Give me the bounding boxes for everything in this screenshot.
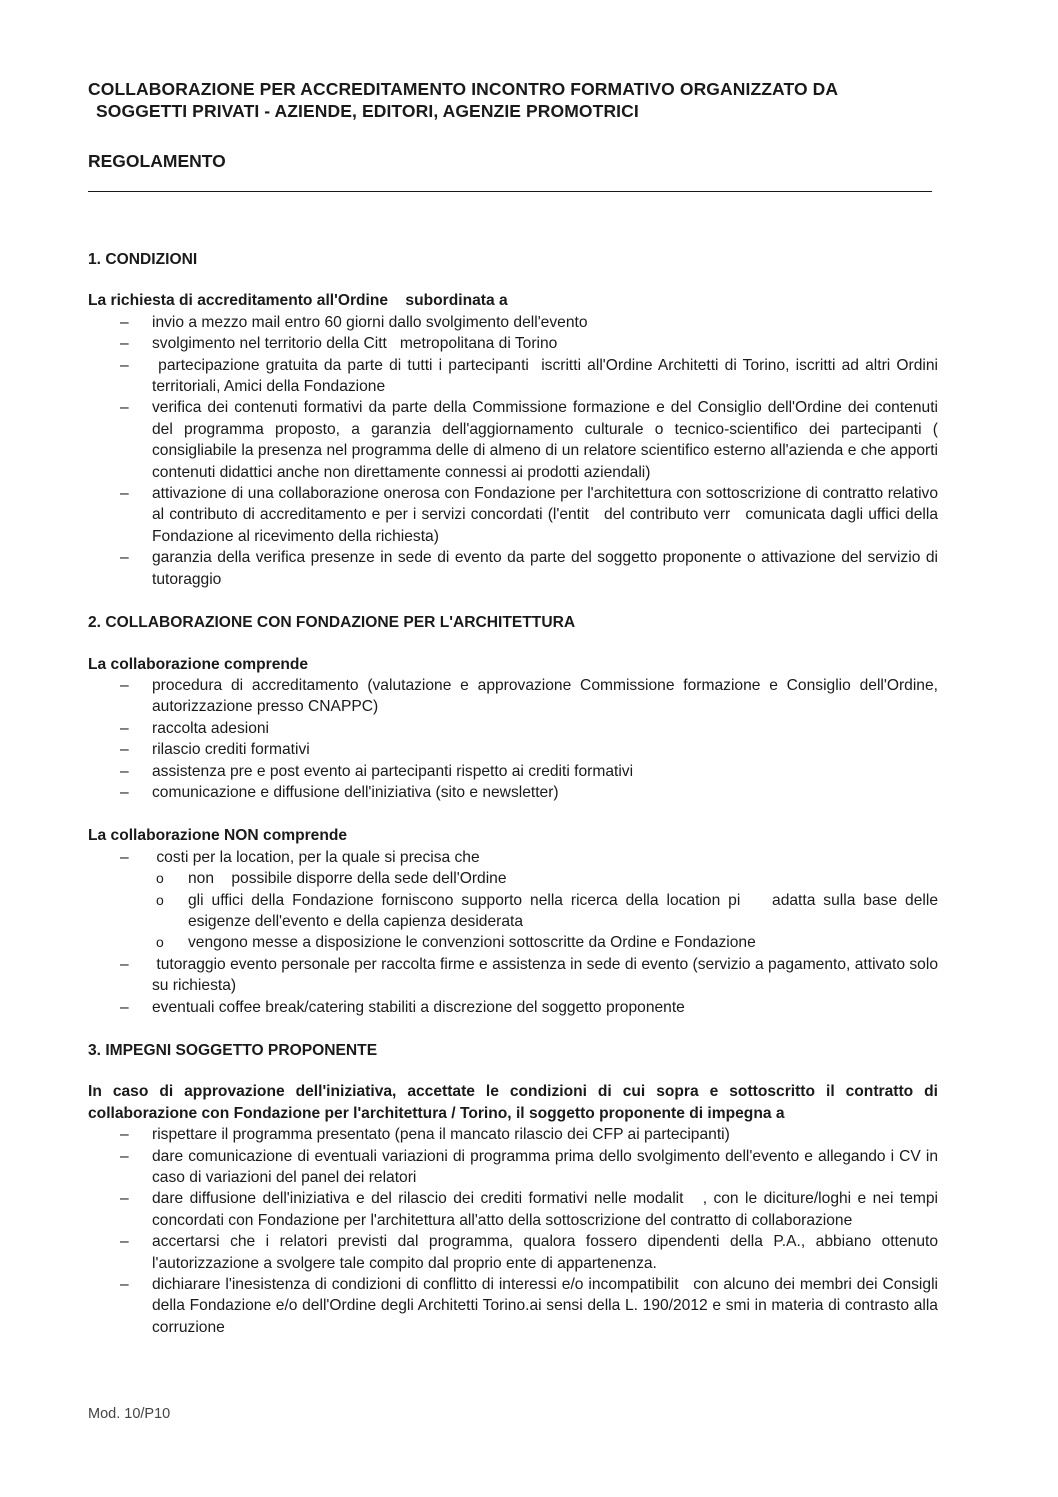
divider-rule xyxy=(88,191,932,192)
section-3-list xyxy=(88,1124,943,1338)
list-item: – costi per la location, per la quale si precisa che xyxy=(88,847,938,868)
section-3-heading: 3. IMPEGNI SOGGETTO PROPONENTE xyxy=(88,1042,378,1059)
sub-list-item: o non possibile disporre della sede dell'Ordine xyxy=(152,868,938,889)
section-2-includes-intro: La collaborazione comprende xyxy=(88,655,309,673)
section-1-heading: 1. CONDIZIONI xyxy=(88,251,198,268)
list-item: – procedura di accreditamento (valutazione e approvazione Commissione formazione e Consiglio dell'Ordine, autorizzazione presso CNAPPC) xyxy=(88,675,938,718)
list-item: – dichiarare l'inesistenza di condizioni di conflitto di interessi e/o incompatibilit con alcuno dei membri dei Consigli della Fondazione e/o dell'Ordine degli Architetti Torino.ai sensi della L. 190/2012 e smi in materia di contrasto alla corruzione xyxy=(88,1274,938,1338)
section-2-excludes-intro: La collaborazione NON comprende xyxy=(88,827,348,845)
list-item: – dare diffusione dell'iniziativa e del rilascio dei crediti formativi nelle modalit , con le diciture/loghi e nei tempi concordati con Fondazione per l'architettura all'atto della sottoscrizione del contratto di collaborazione xyxy=(88,1188,938,1231)
section-2-excludes-list xyxy=(88,847,938,868)
list-item: – dare comunicazione di eventuali variazioni di programma prima dello svolgimento dell'evento e allegando i CV in caso di variazioni del panel dei relatori xyxy=(88,1146,938,1189)
document-body xyxy=(88,249,951,1338)
section-1-intro: La richiesta di accreditamento all'Ordine subordinata a xyxy=(88,292,508,310)
document-title xyxy=(88,78,948,122)
footer-form-code: Mod. 10/P10 xyxy=(88,1406,171,1422)
list-item: – partecipazione gratuita da parte di tutti i partecipanti iscritti all'Ordine Architetti di Torino, iscritti ad altri Ordini territoriali, Amici della Fondazione xyxy=(88,355,938,398)
list-item: – svolgimento nel territorio della Citt metropolitana di Torino xyxy=(88,333,938,354)
list-item: – tutoraggio evento personale per raccolta firme e assistenza in sede di evento (servizio a pagamento, attivato solo su richiesta) xyxy=(88,954,938,997)
list-item: – verifica dei contenuti formativi da parte della Commissione formazione e del Consiglio dell'Ordine dei contenuti del programma proposto, a garanzia dell'aggiornamento culturale o tecnico-scientifico dei partecipanti ( consigliabile la presenza nel programma delle di almeno di un relatore scientifico esterno all'azienda e che apporti contenuti didattici anche non direttamente connessi ai prodotti aziendali) xyxy=(88,397,938,483)
list-item: – rispettare il programma presentato (pena il mancato rilascio dei CFP ai partecipanti) xyxy=(88,1124,938,1145)
section-3-intro: In caso di approvazione dell'iniziativa, accettate le condizioni di cui sopra e sottoscritto il contratto di collaborazione con Fondazione per l'architettura / Torino, il soggetto proponente di impegna a xyxy=(88,1083,938,1122)
section-2-heading: 2. COLLABORAZIONE CON FONDAZIONE PER L'ARCHITETTURA xyxy=(88,614,576,632)
document-subtitle: REGOLAMENTO xyxy=(88,151,226,171)
list-item: – comunicazione e diffusione dell'iniziativa (sito e newsletter) xyxy=(88,782,938,803)
section-2-includes-list xyxy=(88,675,938,803)
list-item: – attivazione di una collaborazione onerosa con Fondazione per l'architettura con sottoscrizione di contratto relativo al contributo di accreditamento e per i servizi concordati (l'entit del contributo verr comunicata dagli uffici della Fondazione al ricevimento della richiesta) xyxy=(88,483,938,547)
list-item: – eventuali coffee break/catering stabiliti a discrezione del soggetto proponente xyxy=(88,997,938,1018)
section-2-excludes-sublist xyxy=(88,868,943,954)
list-item: – rilascio crediti formativi xyxy=(88,739,938,760)
list-item: – accertarsi che i relatori previsti dal programma, qualora fossero dipendenti della P.A., abbiano ottenuto l'autorizzazione a svolgere tale compito dal proprio ente di appartenenza. xyxy=(88,1231,938,1274)
title-line-1: COLLABORAZIONE PER ACCREDITAMENTO INCONTRO FORMATIVO ORGANIZZATO DA xyxy=(88,79,839,99)
list-item: – raccolta adesioni xyxy=(88,718,938,739)
list-item: – invio a mezzo mail entro 60 giorni dallo svolgimento dell'evento xyxy=(88,312,938,333)
title-line-2: SOGGETTI PRIVATI - AZIENDE, EDITORI, AGENZIE PROMOTRICI xyxy=(96,101,639,121)
section-2-excludes-list-cont xyxy=(88,954,943,1018)
list-item: – garanzia della verifica presenze in sede di evento da parte del soggetto proponente o attivazione del servizio di tutoraggio xyxy=(88,547,938,590)
section-1-list xyxy=(88,312,951,590)
sub-list-item: o gli uffici della Fondazione forniscono supporto nella ricerca della location pi adatta sulla base delle esigenze dell'evento e della capienza desiderata xyxy=(152,890,938,933)
list-item: – assistenza pre e post evento ai partecipanti rispetto ai crediti formativi xyxy=(88,761,938,782)
sub-list-item: o vengono messe a disposizione le convenzioni sottoscritte da Ordine e Fondazione xyxy=(152,932,938,953)
